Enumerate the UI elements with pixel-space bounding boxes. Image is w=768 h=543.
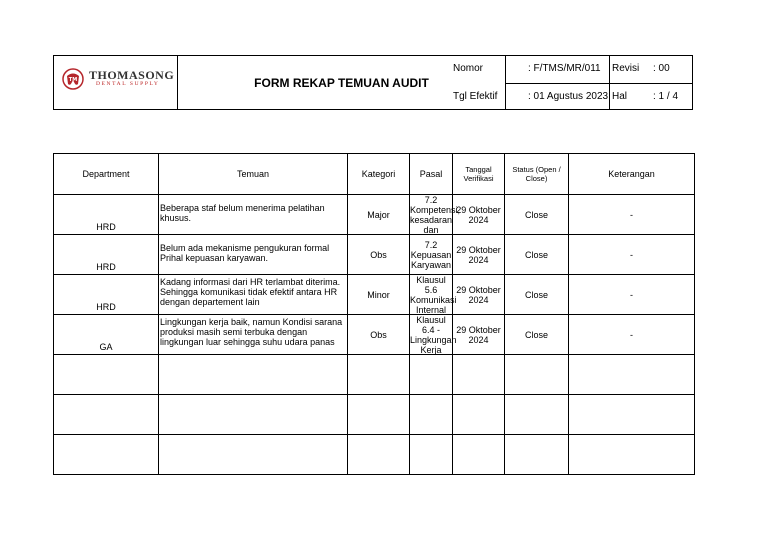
hal-label: Hal — [612, 91, 628, 102]
empty-cell — [505, 435, 569, 475]
tgl-efektif-label: Tgl Efektif — [453, 91, 498, 102]
department-cell: HRD — [54, 195, 159, 235]
empty-cell — [348, 355, 410, 395]
temuan-cell: Beberapa staf belum menerima pelatihan khusus. — [159, 195, 348, 235]
empty-cell — [159, 355, 348, 395]
keterangan-cell: - — [569, 235, 695, 275]
department-cell: HRD — [54, 235, 159, 275]
revisi-label: Revisi — [612, 63, 640, 74]
kategori-cell: Major — [348, 195, 410, 235]
keterangan-cell: - — [569, 195, 695, 235]
tgl-efektif-value: : 01 Agustus 2023 — [528, 91, 609, 102]
empty-cell — [453, 355, 505, 395]
empty-cell — [569, 395, 695, 435]
table-row — [54, 235, 695, 275]
col-department: Department — [54, 154, 159, 195]
table-row — [54, 195, 695, 235]
col-pasal: Pasal — [410, 154, 453, 195]
empty-cell — [410, 355, 453, 395]
empty-cell — [410, 435, 453, 475]
status-cell: Close — [505, 235, 569, 275]
kategori-cell: Minor — [348, 275, 410, 315]
keterangan-cell: - — [569, 315, 695, 355]
empty-cell — [505, 355, 569, 395]
form-title: FORM REKAP TEMUAN AUDIT — [178, 56, 506, 109]
audit-findings-table — [53, 153, 695, 475]
tanggal-cell: 29 Oktober 2024 — [453, 195, 505, 235]
kategori-cell: Obs — [348, 235, 410, 275]
pasal-cell — [410, 314, 457, 355]
brand-name: THOMASONG — [89, 68, 175, 82]
col-temuan: Temuan — [159, 154, 348, 195]
status-cell: Close — [505, 195, 569, 235]
pasal-text: Klausul 6.4 - Lingkungan Kerja — [410, 314, 457, 355]
empty-cell — [54, 395, 159, 435]
empty-cell — [54, 435, 159, 475]
temuan-cell: Kadang informasi dari HR terlambat diterima. Sehingga komunikasi tidak efektif antara HR dengan departement lain — [159, 275, 348, 315]
kategori-cell: Obs — [348, 315, 410, 355]
revisi-value: : 00 — [653, 63, 670, 74]
empty-cell — [54, 355, 159, 395]
table-row — [54, 275, 695, 315]
tanggal-cell: 29 Oktober 2024 — [453, 275, 505, 315]
pasal-text: 7.2 Kepuasan Karyawan — [410, 239, 452, 270]
empty-cell — [569, 435, 695, 475]
nomor-label: Nomor — [453, 63, 484, 74]
empty-cell — [348, 435, 410, 475]
empty-cell — [569, 355, 695, 395]
empty-cell — [410, 395, 453, 435]
col-kategori: Kategori — [348, 154, 410, 195]
table-row-empty — [54, 355, 695, 395]
keterangan-cell: - — [569, 275, 695, 315]
col-keterangan: Keterangan — [569, 154, 695, 195]
empty-cell — [159, 435, 348, 475]
temuan-cell: Lingkungan kerja baik, namun Kondisi sarana produksi masih semi terbuka dengan lingkungan luar sehingga suhu udara panas — [159, 315, 348, 355]
pasal-cell — [410, 235, 453, 275]
department-cell: GA — [54, 315, 159, 355]
meta-column-divider — [609, 56, 610, 109]
empty-cell — [505, 395, 569, 435]
brand-subtitle: DENTAL SUPPLY — [96, 81, 160, 87]
document-header — [53, 55, 693, 110]
pasal-text: 7.2 Kompetensi, kesadaran dan — [410, 194, 461, 235]
col-tanggal-verifikasi: Tanggal Verifikasi — [453, 154, 505, 195]
tanggal-cell: 29 Oktober 2024 — [453, 315, 505, 355]
empty-cell — [159, 395, 348, 435]
hal-value: : 1 / 4 — [653, 91, 679, 102]
logo-cell — [54, 56, 178, 109]
empty-cell — [453, 395, 505, 435]
empty-cell — [453, 435, 505, 475]
table-row-empty — [54, 395, 695, 435]
tanggal-cell: 29 Oktober 2024 — [453, 235, 505, 275]
nomor-value: : F/TMS/MR/011 — [528, 63, 601, 74]
col-status: Status (Open / Close) — [505, 154, 569, 195]
pasal-cell — [410, 274, 457, 315]
svg-text:TM: TM — [68, 77, 78, 83]
pasal-text: Klausul 5.6 Komunikasi Internal — [410, 274, 457, 315]
table-row — [54, 315, 695, 355]
table-header-row — [54, 154, 695, 195]
empty-cell — [348, 395, 410, 435]
meta-divider — [506, 83, 692, 84]
department-cell: HRD — [54, 275, 159, 315]
table-row-empty — [54, 435, 695, 475]
status-cell: Close — [505, 275, 569, 315]
tooth-logo-icon — [62, 68, 84, 90]
status-cell: Close — [505, 315, 569, 355]
temuan-cell: Belum ada mekanisme pengukuran formal Prihal kepuasan karyawan. — [159, 235, 348, 275]
pasal-cell — [410, 194, 461, 235]
